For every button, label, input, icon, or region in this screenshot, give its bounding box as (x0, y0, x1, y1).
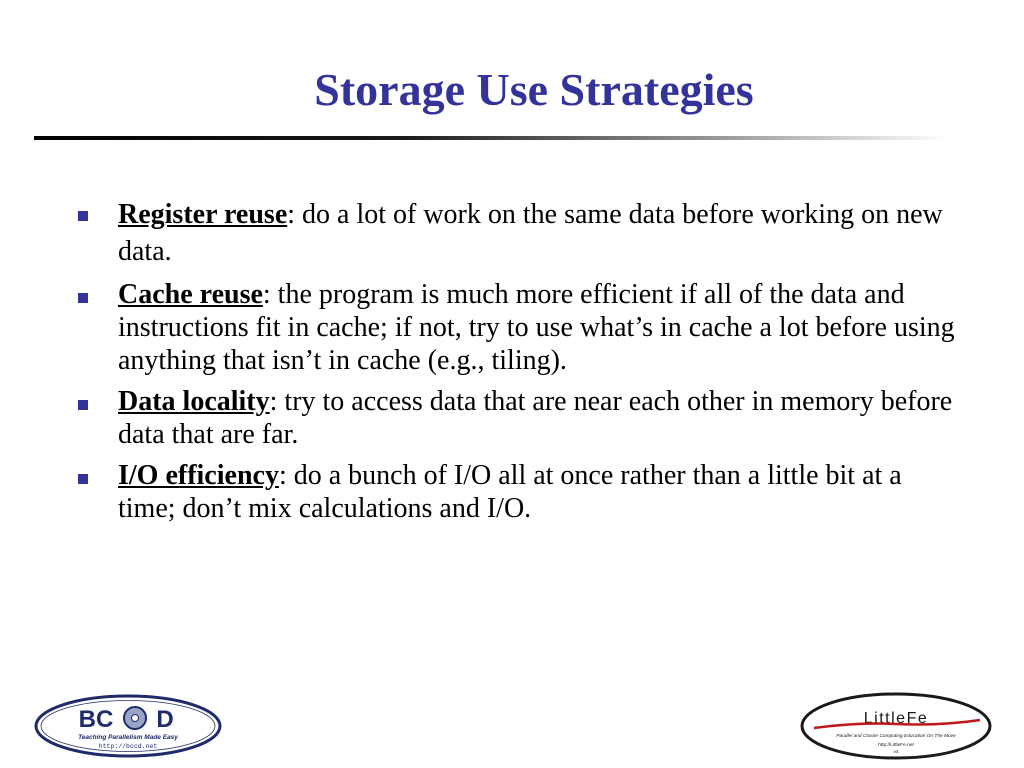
littlefe-logo-version: v4 (893, 749, 899, 754)
bullet-text: : do a lot of work on the same data before working on new data. (118, 199, 943, 267)
bullet-item (78, 278, 958, 377)
disc-hole-icon (132, 715, 139, 722)
square-bullet-icon (78, 293, 88, 303)
bullet-item (78, 385, 958, 451)
littlefe-logo (800, 692, 992, 760)
bullet-term: Data locality (118, 386, 270, 417)
littlefe-logo-tagline: Parallel and Cluster Computing Education On The Move (836, 734, 956, 739)
bullet-list (78, 196, 958, 533)
bccd-logo-text-bc: BC (78, 706, 114, 733)
bullet-text: : try to access data that are near each other in memory before data that are far. (118, 386, 953, 450)
littlefe-logo-url: http://LittleFe.net (878, 743, 914, 748)
bullet-text: : do a bunch of I/O all at once rather than a little bit at a time; don’t mix calculations and I/O. (118, 460, 902, 524)
bullet-term: Register reuse (118, 199, 288, 230)
bullet-item (78, 459, 958, 525)
square-bullet-icon (78, 474, 88, 484)
littlefe-logo-name: LittleFe (863, 710, 929, 727)
bullet-text: : the program is much more efficient if all of the data and instructions fit in cache; if not, try to use what’s in cache a lot before using anything that isn’t in cache (e.g., tiling). (118, 279, 955, 376)
bullet-term: I/O efficiency (118, 460, 279, 491)
bccd-logo (34, 694, 222, 758)
bullet-item (78, 196, 958, 270)
slide-title: Storage Use Strategies (314, 64, 754, 115)
bccd-logo-tagline: Teaching Parallelism Made Easy (78, 734, 178, 741)
bccd-logo-text-d: D (156, 706, 174, 733)
square-bullet-icon (78, 211, 88, 221)
square-bullet-icon (78, 400, 88, 410)
title-divider (34, 136, 950, 140)
bccd-logo-url: http://bccd.net (98, 743, 158, 750)
bullet-term: Cache reuse (118, 279, 263, 310)
